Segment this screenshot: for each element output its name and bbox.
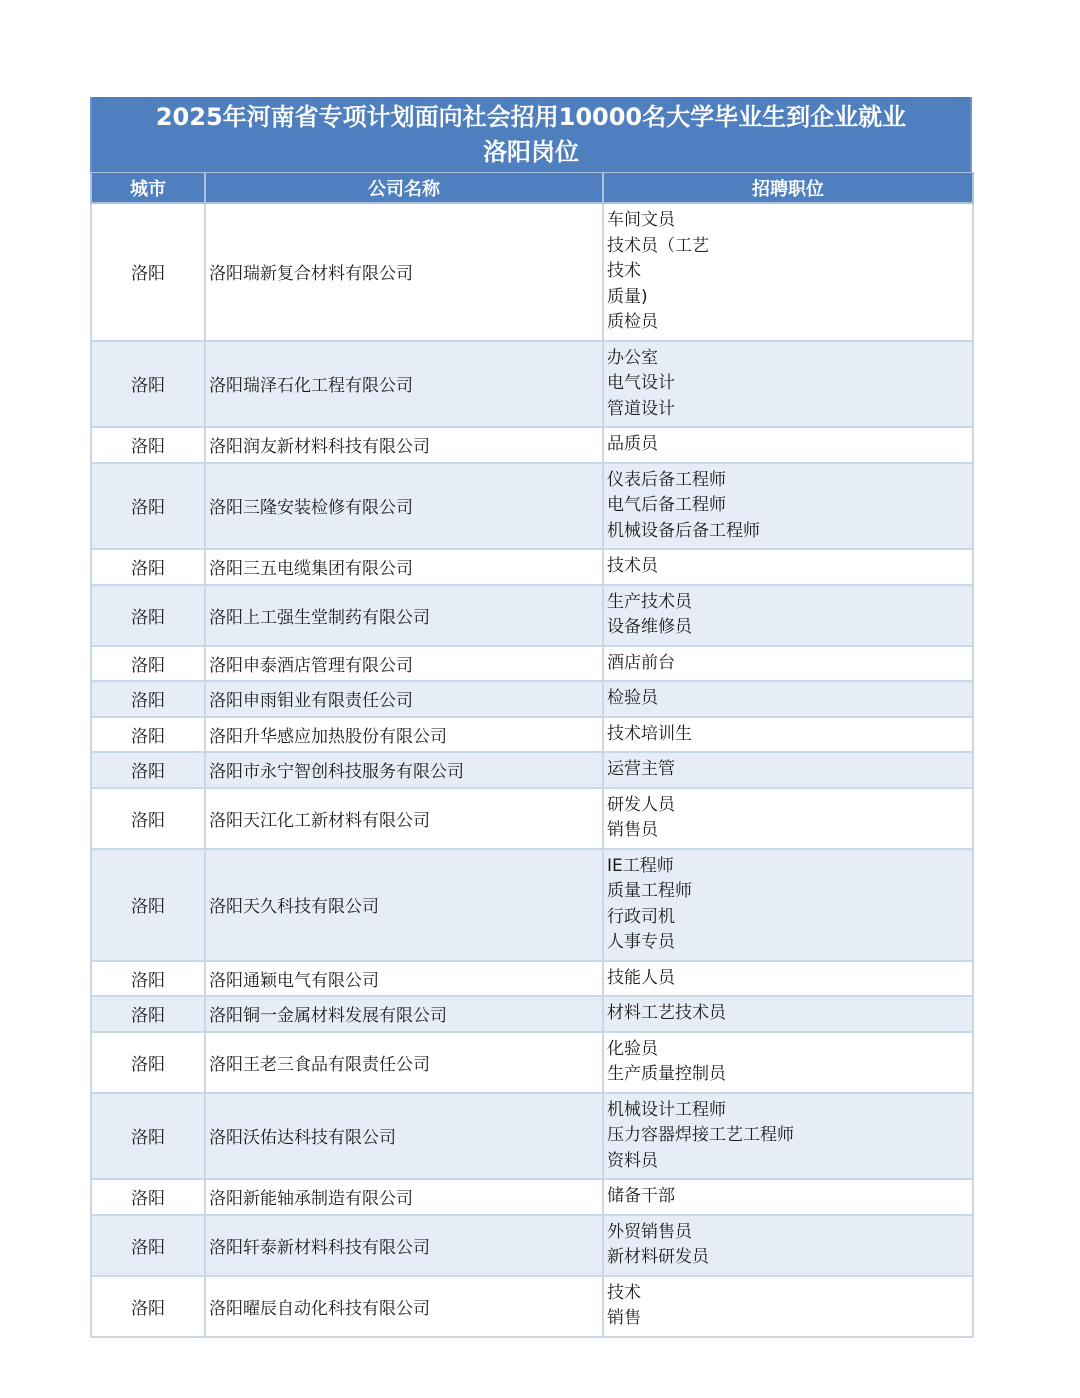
cell-city: 洛阳 (91, 203, 205, 341)
sheet-title-line-1: 2025年河南省专项计划面向社会招用10000名大学毕业生到企业就业 (155, 103, 907, 131)
position-item: 新材料研发员 (607, 1247, 709, 1267)
table-row (91, 1276, 973, 1337)
cell-city: 洛阳 (91, 1179, 205, 1215)
position-item: 资料员 (607, 1150, 658, 1171)
position-item: 行政司机 (607, 906, 675, 927)
table-row (91, 646, 973, 682)
cell-city: 洛阳 (91, 788, 205, 849)
cell-positions (603, 961, 973, 997)
table-row (91, 849, 973, 961)
cell-positions (603, 463, 973, 550)
position-item: 机械设备后备工程师 (607, 520, 760, 541)
cell-company: 洛阳瑞泽石化工程有限公司 (205, 341, 603, 428)
position-item: 技术员（工艺 (607, 235, 709, 256)
position-item: 生产技术员 (607, 591, 692, 612)
table-row (91, 203, 973, 341)
cell-positions (603, 1276, 973, 1337)
cell-company: 洛阳铜一金属材料发展有限公司 (205, 996, 603, 1032)
header-company: 公司名称 (205, 173, 603, 204)
sheet-title-line-2: 洛阳岗位 (483, 138, 579, 166)
position-item: 储备干部 (607, 1186, 675, 1206)
position-item: IE工程师 (607, 855, 674, 876)
cell-company: 洛阳天江化工新材料有限公司 (205, 788, 603, 849)
cell-positions (603, 341, 973, 428)
cell-city: 洛阳 (91, 849, 205, 961)
cell-company: 洛阳申泰酒店管理有限公司 (205, 646, 603, 682)
cell-city: 洛阳 (91, 752, 205, 788)
cell-company: 洛阳新能轴承制造有限公司 (205, 1179, 603, 1215)
position-item: 设备维修员 (607, 617, 692, 637)
cell-positions (603, 646, 973, 682)
position-item: 检验员 (607, 688, 658, 708)
header-city: 城市 (91, 173, 205, 204)
cell-company: 洛阳三隆安装检修有限公司 (205, 463, 603, 550)
cell-positions (603, 585, 973, 646)
cell-city: 洛阳 (91, 427, 205, 463)
cell-positions (603, 849, 973, 961)
position-item: 运营主管 (607, 759, 675, 779)
cell-city: 洛阳 (91, 1032, 205, 1093)
cell-city: 洛阳 (91, 1093, 205, 1180)
position-item: 压力容器焊接工艺工程师 (607, 1125, 794, 1145)
cell-positions (603, 1179, 973, 1215)
cell-positions (603, 681, 973, 717)
table-row (91, 996, 973, 1032)
position-item: 管道设计 (607, 398, 675, 419)
cell-company: 洛阳润友新材料科技有限公司 (205, 427, 603, 463)
cell-positions (603, 1032, 973, 1093)
table-row (91, 341, 973, 428)
table-row (91, 961, 973, 997)
cell-city: 洛阳 (91, 341, 205, 428)
position-item: 质检员 (607, 312, 658, 332)
position-item: 品质员 (607, 434, 658, 454)
cell-positions (603, 549, 973, 585)
position-item: 电气后备工程师 (607, 495, 726, 515)
position-item: 技术培训生 (607, 723, 692, 744)
position-item: 销售员 (607, 820, 658, 840)
table-row (91, 1032, 973, 1093)
cell-company: 洛阳升华感应加热股份有限公司 (205, 717, 603, 753)
position-item: 办公室 (607, 347, 658, 368)
position-item: 技能人员 (607, 967, 675, 988)
position-item: 销售 (607, 1308, 641, 1328)
cell-positions (603, 1093, 973, 1180)
sheet-title (90, 97, 972, 172)
table-row (91, 585, 973, 646)
table-row (91, 752, 973, 788)
cell-city: 洛阳 (91, 996, 205, 1032)
position-item: 仪表后备工程师 (607, 469, 726, 490)
table-row (91, 427, 973, 463)
table-row (91, 549, 973, 585)
cell-company: 洛阳沃佑达科技有限公司 (205, 1093, 603, 1180)
table-row (91, 463, 973, 550)
position-item: 酒店前台 (607, 652, 675, 673)
cell-company: 洛阳通颖电气有限公司 (205, 961, 603, 997)
table-header-row (91, 173, 973, 204)
position-item: 外贸销售员 (607, 1221, 692, 1242)
table-row (91, 1179, 973, 1215)
cell-positions (603, 752, 973, 788)
cell-city: 洛阳 (91, 717, 205, 753)
position-item: 车间文员 (607, 210, 675, 230)
position-item: 电气设计 (607, 373, 675, 393)
position-item: 生产质量控制员 (607, 1064, 726, 1084)
cell-company: 洛阳上工强生堂制药有限公司 (205, 585, 603, 646)
table-row (91, 681, 973, 717)
cell-city: 洛阳 (91, 1276, 205, 1337)
position-item: 人事专员 (607, 932, 675, 952)
table-row (91, 717, 973, 753)
position-item: 研发人员 (607, 794, 675, 815)
cell-company: 洛阳王老三食品有限责任公司 (205, 1032, 603, 1093)
positions-table (90, 172, 974, 1338)
position-item: 质量工程师 (607, 881, 692, 901)
cell-positions (603, 717, 973, 753)
position-item: 材料工艺技术员 (607, 1003, 726, 1023)
cell-company: 洛阳三五电缆集团有限公司 (205, 549, 603, 585)
position-item: 机械设计工程师 (607, 1099, 726, 1120)
position-item: 技术 (607, 261, 641, 281)
position-item: 化验员 (607, 1038, 658, 1059)
recruitment-sheet (90, 97, 972, 1338)
cell-positions (603, 203, 973, 341)
table-body (91, 203, 973, 1337)
cell-company: 洛阳瑞新复合材料有限公司 (205, 203, 603, 341)
cell-company: 洛阳轩泰新材料科技有限公司 (205, 1215, 603, 1276)
cell-company: 洛阳申雨钼业有限责任公司 (205, 681, 603, 717)
cell-city: 洛阳 (91, 646, 205, 682)
cell-positions (603, 788, 973, 849)
header-positions: 招聘职位 (603, 173, 973, 204)
cell-city: 洛阳 (91, 681, 205, 717)
cell-positions (603, 1215, 973, 1276)
cell-positions (603, 427, 973, 463)
cell-company: 洛阳市永宁智创科技服务有限公司 (205, 752, 603, 788)
cell-city: 洛阳 (91, 585, 205, 646)
cell-city: 洛阳 (91, 1215, 205, 1276)
table-row (91, 1215, 973, 1276)
cell-company: 洛阳天久科技有限公司 (205, 849, 603, 961)
position-item: 技术员 (607, 556, 658, 576)
cell-city: 洛阳 (91, 961, 205, 997)
table-row (91, 1093, 973, 1180)
cell-positions (603, 996, 973, 1032)
cell-city: 洛阳 (91, 549, 205, 585)
cell-company: 洛阳曜辰自动化科技有限公司 (205, 1276, 603, 1337)
table-row (91, 788, 973, 849)
position-item: 技术 (607, 1282, 641, 1303)
cell-city: 洛阳 (91, 463, 205, 550)
position-item: 质量) (607, 286, 648, 307)
